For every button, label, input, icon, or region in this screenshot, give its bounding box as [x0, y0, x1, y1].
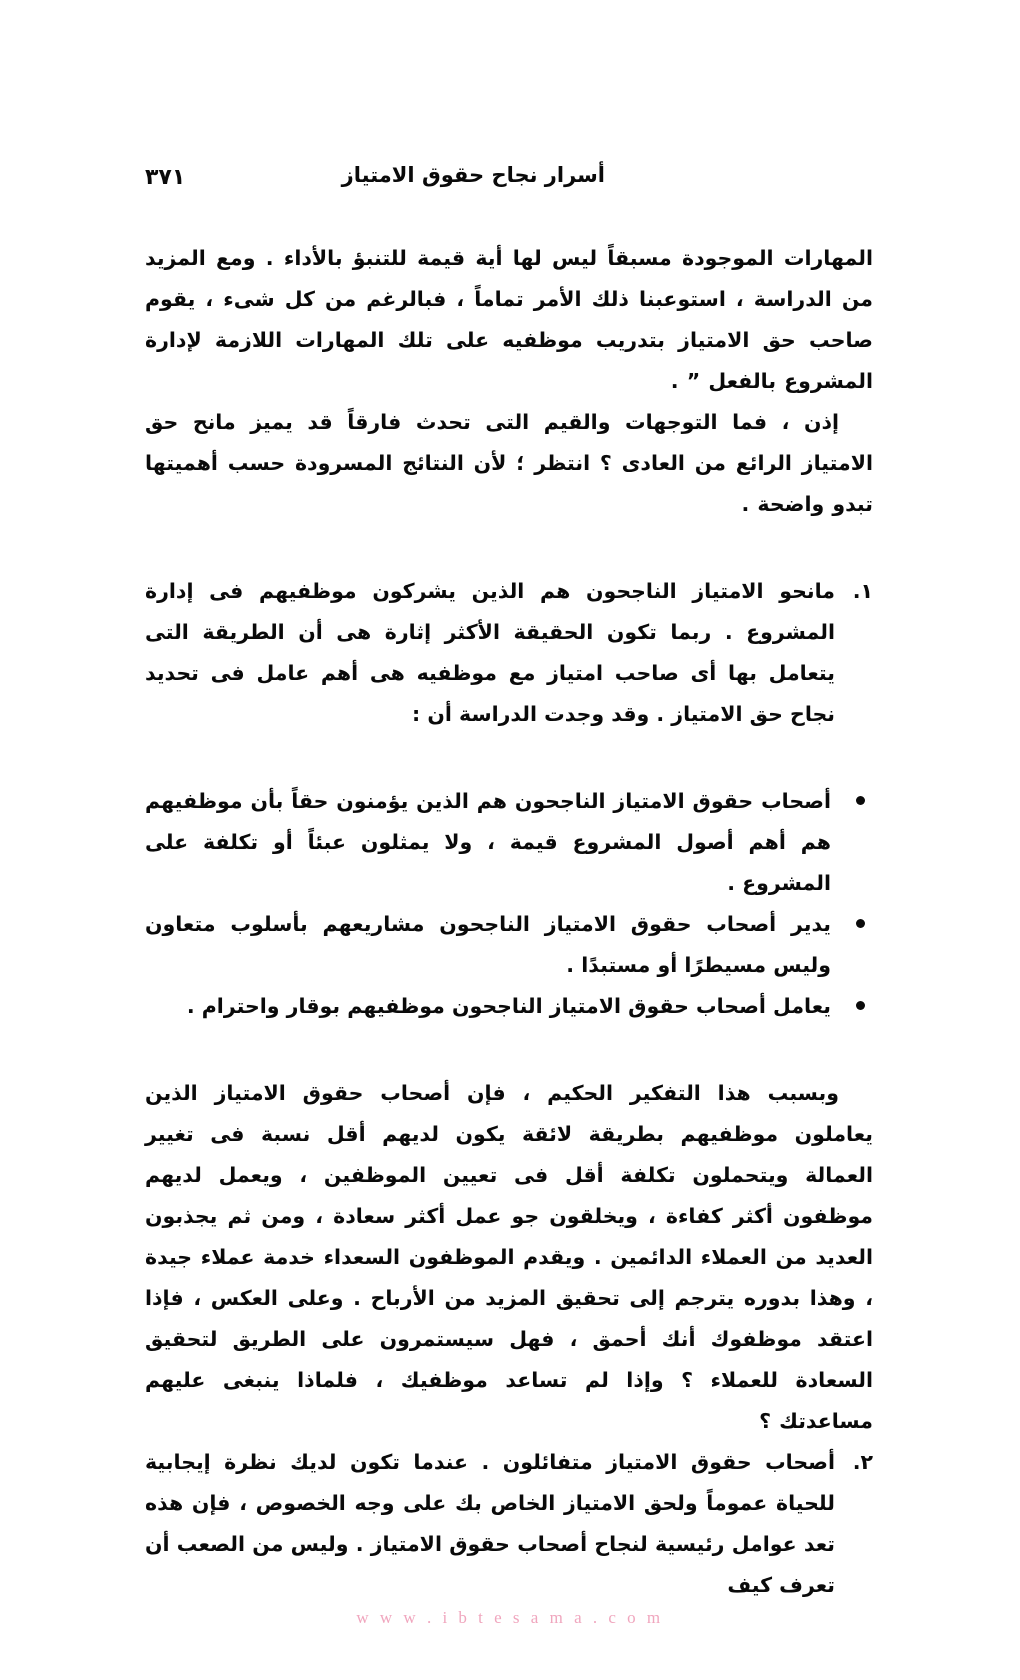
list-item [145, 781, 873, 904]
numbered-item-2-text: عندما تكون لديك نظرة إيجابية للحياة عموماً ولحق الامتياز الخاص بك على وجه الخصوص ، فإن هذه تعد عوامل رئيسية لنجاح أصحاب حقوق الامتياز . وليس من الصعب أن تعرف كيف [145, 1450, 835, 1597]
paragraph-2: إذن ، فما التوجهات والقيم التى تحدث فارقاً قد يميز مانح حق الامتياز الرائع من العادى ؟ انتظر ؛ لأن النتائج المسرودة حسب أهميتها تبدو واضحة . [145, 410, 873, 516]
numbered-item-2 [145, 1442, 873, 1606]
numbered-item-2-lead: أصحاب حقوق الامتياز متفائلون . [481, 1450, 835, 1474]
bullet-list [145, 781, 873, 1027]
spacer [145, 525, 873, 571]
bullet-dot-icon [856, 796, 865, 805]
list-item-text: يدير أصحاب حقوق الامتياز الناجحون مشاريعهم بأسلوب متعاون وليس مسيطرًا أو مستبدًا . [145, 912, 831, 977]
numbered-item-1-marker: ١. [852, 579, 873, 603]
list-item-text: أصحاب حقوق الامتياز الناجحون هم الذين يؤمنون حقاً بأن موظفيهم هم أهم أصول المشروع قيمة ، ولا يمثلون عبئاً أو تكلفة على المشروع . [145, 789, 831, 895]
list-item-text: يعامل أصحاب حقوق الامتياز الناجحون موظفيهم بوقار واحترام . [186, 994, 831, 1018]
numbered-item-1-text: ربما تكون الحقيقة الأكثر إثارة هى أن الطريقة التى يتعامل بها أى صاحب امتياز مع موظفيه هى أهم عامل فى تحديد نجاح حق الامتياز . وقد وجدت الدراسة أن : [145, 620, 835, 726]
spacer [145, 1027, 873, 1073]
page-number: ٣٧١ [145, 165, 186, 190]
bullet-dot-icon [856, 1001, 865, 1010]
spacer [145, 735, 873, 781]
bullet-dot-icon [856, 919, 865, 928]
numbered-item-1 [145, 571, 873, 735]
running-head-title: أسرار نجاح حقوق الامتياز [341, 163, 605, 187]
paragraph-3: وبسبب هذا التفكير الحكيم ، فإن أصحاب حقوق الامتياز الذين يعاملون موظفيهم بطريقة لائقة يكون لديهم أقل نسبة فى تغيير العمالة ويتحملون تكلفة أقل فى تعيين الموظفين ، ويعمل لديهم موظفون أكثر كفاءة ، ويخلقون جو عمل أكثر سعادة ، ومن ثم يجذبون العديد من العملاء الدائمين . ويقدم الموظفون السعداء خدمة عملاء جيدة ، وهذا بدوره يترجم إلى تحقيق المزيد من الأرباح . وعلى العكس ، فإذا اعتقد موظفوك أنك أحمق ، فهل سيستمرون على الطريق لتحقيق السعادة للعملاء ؟ وإذا لم تساعد موظفيك ، فلماذا ينبغى عليهم مساعدتك ؟ [145, 1081, 873, 1433]
running-head [145, 165, 875, 199]
paragraph-1: المهارات الموجودة مسبقاً ليس لها أية قيمة للتنبؤ بالأداء . ومع المزيد من الدراسة ، استوعبنا ذلك الأمر تماماً ، فبالرغم من كل شىء ، يقوم صاحب حق الامتياز بتدريب موظفيه على تلك المهارات اللازمة لإدارة المشروع بالفعل ” . [145, 246, 873, 393]
numbered-item-2-marker: ٢. [852, 1450, 873, 1474]
footer-watermark: w w w . i b t e s a m a . c o m [356, 1608, 664, 1627]
body-content [145, 238, 873, 1606]
numbered-item-1-lead: مانحو الامتياز الناجحون هم الذين يشركون موظفيهم فى إدارة المشروع . [145, 579, 835, 644]
list-item [145, 904, 873, 986]
list-item [145, 986, 873, 1027]
